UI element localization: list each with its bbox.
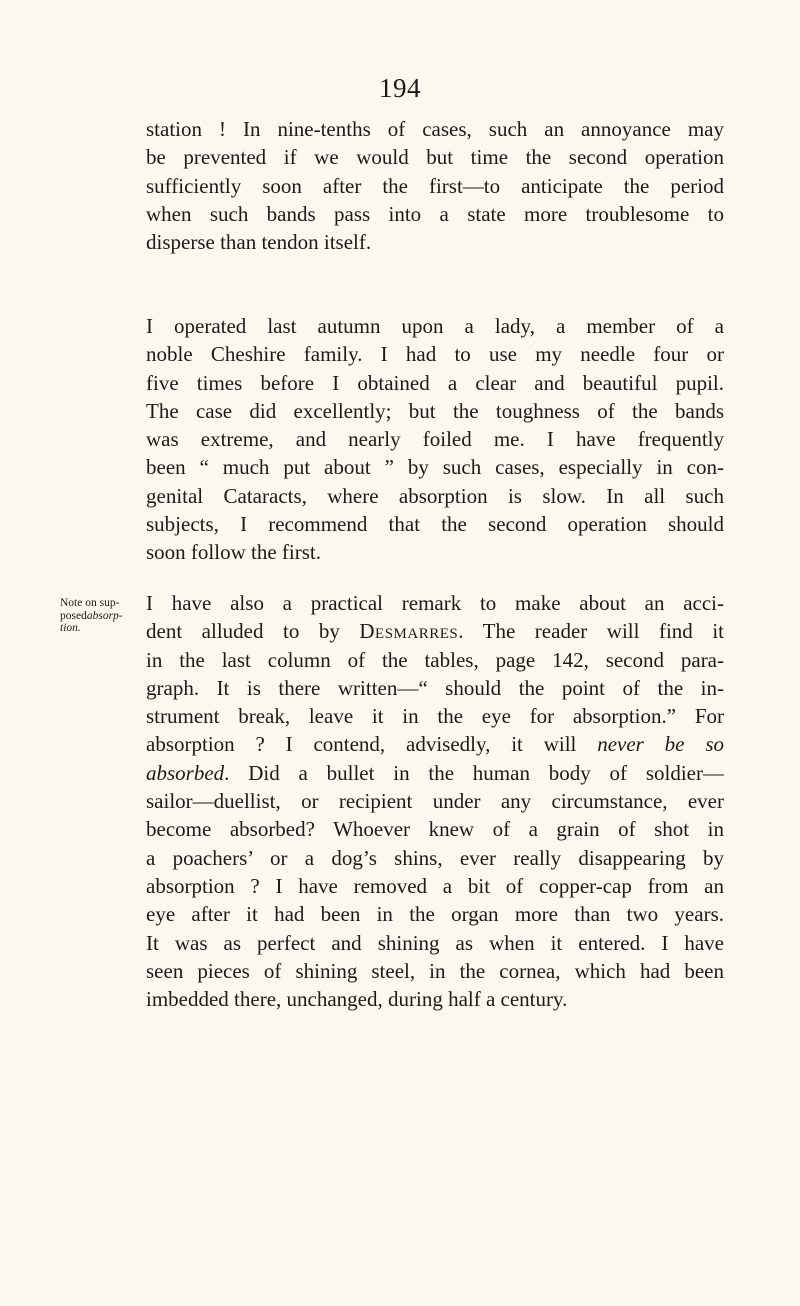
author-name: Desmarres bbox=[359, 619, 459, 644]
paragraph-1 bbox=[146, 115, 724, 256]
text-line: noble Cheshire family. I had to use my needle four or bbox=[146, 342, 724, 367]
text-line: subjects, I recommend that the second operation should bbox=[146, 512, 724, 537]
text-line: in the last column of the tables, page 142, second para- bbox=[146, 647, 724, 672]
text-line: It was as perfect and shining as when it entered. I have bbox=[146, 930, 724, 955]
text-line: when such bands pass into a state more troublesome to bbox=[146, 201, 724, 226]
text-line bbox=[146, 617, 724, 645]
text-line: soon follow the first. bbox=[146, 540, 321, 565]
text-line: sufficiently soon after the first—to anticipate the period bbox=[146, 173, 724, 198]
paragraph-2 bbox=[146, 312, 724, 567]
text-line: genital Cataracts, where absorption is slow. In all such bbox=[146, 483, 724, 508]
text-line: graph. It is there written—“ should the point of the in- bbox=[146, 675, 724, 700]
text-line: seen pieces of shining steel, in the cornea, which had been bbox=[146, 958, 724, 983]
text-line: absorption ? I have removed a bit of copper-cap from an bbox=[146, 873, 724, 898]
text-line: I operated last autumn upon a lady, a member of a bbox=[146, 314, 724, 338]
text-segment: absorption ? I contend, advisedly, it will bbox=[146, 732, 598, 757]
text-line: imbedded there, unchanged, during half a century. bbox=[146, 987, 568, 1012]
margin-note-word: posed bbox=[60, 609, 87, 622]
text-line bbox=[146, 759, 724, 787]
emphasis-text: absorbed bbox=[146, 760, 225, 785]
text-segment: . The reader will find it bbox=[458, 619, 724, 644]
margin-note-line: Note on sup- bbox=[60, 597, 120, 609]
margin-note bbox=[60, 597, 144, 635]
margin-note-italic: absorp- bbox=[86, 609, 123, 622]
text-line: become absorbed? Whoever knew of a grain of shot in bbox=[146, 817, 724, 842]
text-line: five times before I obtained a clear and beautiful pupil. bbox=[146, 370, 724, 395]
text-line: The case did excellently; but the toughness of the bands bbox=[146, 398, 724, 423]
text-line: was extreme, and nearly foiled me. I have frequently bbox=[146, 427, 724, 452]
text-line: I have also a practical remark to make about an acci- bbox=[146, 591, 724, 615]
text-line: disperse than tendon itself. bbox=[146, 230, 372, 255]
text-line bbox=[146, 730, 724, 758]
margin-note-line bbox=[60, 610, 144, 623]
text-line: a poachers’ or a dog’s shins, ever really disappearing by bbox=[146, 845, 724, 870]
text-line: sailor—duellist, or recipient under any circumstance, ever bbox=[146, 789, 724, 814]
text-line: eye after it had been in the organ more than two years. bbox=[146, 902, 724, 927]
text-segment: dent alluded to by bbox=[146, 619, 360, 644]
text-line: been “ much put about ” by such cases, especially in con- bbox=[146, 455, 724, 480]
emphasis-text: never be so bbox=[597, 732, 724, 757]
text-line: strument break, leave it in the eye for absorption.” For bbox=[146, 704, 724, 729]
margin-note-line: tion. bbox=[60, 622, 81, 634]
text-line: station ! In nine-tenths of cases, such an annoyance may bbox=[146, 117, 724, 141]
text-line: be prevented if we would but time the second operation bbox=[146, 145, 724, 170]
text-segment: . Did a bullet in the human body of soldier— bbox=[224, 760, 724, 785]
page-number: 194 bbox=[379, 73, 421, 103]
paragraph-3 bbox=[146, 589, 724, 1013]
